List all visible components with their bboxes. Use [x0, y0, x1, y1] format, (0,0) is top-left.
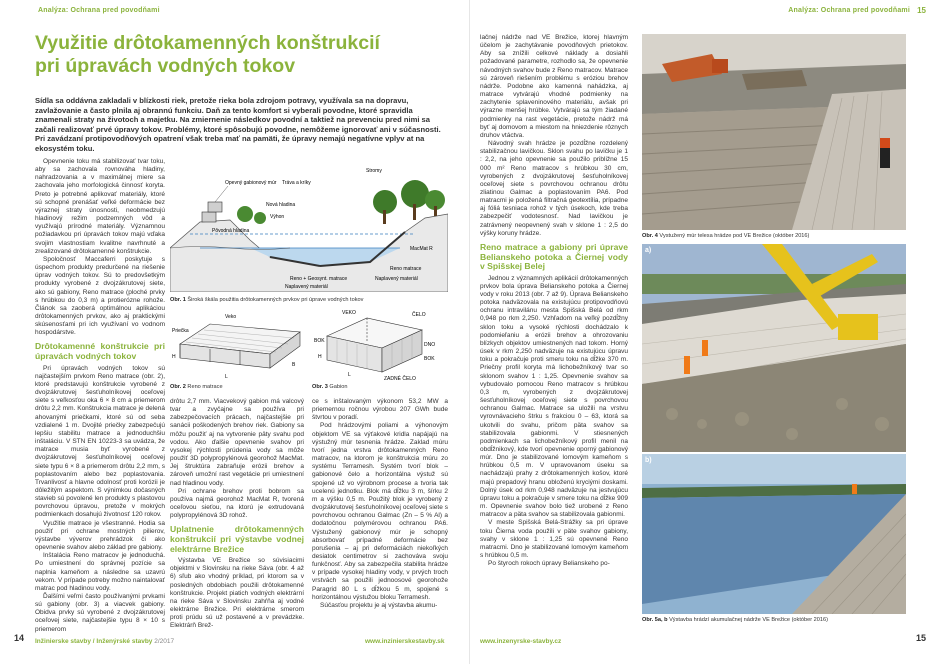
footer-url-right: www.inzenyrske-stavby.cz — [480, 638, 562, 645]
section-heading: Reno matrace a gabiony pri úprave Belianskeho potoka a Čiernej vody v Spišskej Belej — [480, 241, 628, 272]
fig2-label: B — [292, 362, 296, 368]
text-column-4 — [480, 34, 628, 568]
footer-url-left: www.inzinierskestavby.sk — [365, 638, 445, 645]
paragraph: Inštalácia Reno matracov je jednoduchá. Po umiestnení do správnej pozície sa naplnia kameňom a následne sa uzavrú vekom. V prípade potreby možno naintalovať matrac pod hladinou vody. — [35, 552, 165, 592]
fig1-label: Pôvodná hladina — [212, 228, 250, 234]
fig3-label: BOK — [424, 356, 435, 362]
fig2-label: L — [225, 374, 228, 380]
photo-5a-dam-construction — [642, 244, 906, 452]
figure-1-cross-section — [170, 162, 448, 292]
fig1-label: Reno matrace — [390, 266, 422, 272]
figure-2-reno-mattress — [170, 310, 308, 382]
paragraph: Výstavba VE Brežice so súvisiacimi objektmi v Slovinsku na rieke Sáva (obr. 4 až 6) sľub ako vhodný príklad, pri ktorom sa v posledných obdobiach použili drôtokamenné konštrukcie. Projekt piatich vodných elektrární na rieke Sáva v Slovinsku zahŕňa aj vodné elektrárne Brežice. Pri elektrárne smerom proti prúdu sú už postavené a v prevádzke. Elektrárň Brež- — [170, 557, 304, 630]
paragraph: Využitie matrace je všestranné. Hodia sa použiť pri ochrane mostných pilierov, výstavbe výverov prehrádzok či ako opevnenie svahov alebo základ pre gabiony. — [35, 519, 165, 552]
footer-magazine: Inžinierske stavby / Inženýrské stavby 2/2017 — [35, 638, 175, 645]
photo-4-reinforced-wall — [642, 34, 906, 230]
fig1-label: Opevný gabionový múr — [225, 180, 277, 186]
fig2-label: H — [172, 354, 176, 360]
fig3-label: ČELO — [412, 312, 426, 318]
figure-1-caption: Obr. 1 Široká škála použitia drôtokamenných prvkov pri úprave vodných tokov — [170, 297, 364, 303]
fig1-label: Naplavený materiál — [285, 284, 328, 290]
paragraph: Ďalšími veľmi často používanými prvkami sú gabiony (obr. 3) a viacvek gabiony. Obidva prvky sú vyrobené z dvojzákrutovej oceľovej siete, najčastejšie typu 8 × 10 s priemerom — [35, 593, 165, 633]
photo-5-caption: Obr. 5a, b Výstavba hrádzí akumulačnej nádrže VE Brežice (október 2016) — [642, 617, 828, 623]
text-column-3 — [312, 398, 448, 610]
page-number-right: 15 — [915, 633, 926, 643]
section-heading: Uplatnenie drôtokamenných konštrukcií pri výstavbe vodnej elektrárne Brežice — [170, 524, 304, 554]
fig1-label: Stromy — [366, 168, 382, 174]
fig1-label: Tráva a kríky — [282, 180, 311, 186]
fig1-label: Nová hladina — [266, 202, 296, 208]
section-heading: Drôtokamenné konštrukcie pri úpravách vodných tokov — [35, 341, 165, 362]
figure-3-caption: Obr. 3 Gabion — [312, 384, 348, 390]
figure-3-gabion — [312, 306, 448, 382]
photo-5b-reservoir — [642, 454, 906, 614]
paragraph: Po štyroch rokoch úpravy Belianskeho po- — [488, 560, 610, 568]
fig3-label: VEKO — [342, 310, 356, 316]
paragraph: drôtu 2,7 mm. Viacvekový gabion má valcový tvar a zvyčajne sa používa pri zabezpečovacích prácach, najčastejšie pri sanácii poškodených brehov riek. Gabiony sa môžu použiť aj na vytvorenie päty svahu pod vodou. Ako ďalšie opevnenie svahov pri vysokej rýchlosti prúdenia vody sa môže použiť 3D polypropylénová georohož MacMat. Jej štruktúra zabraňuje erózii brehov a zároveň umožní rast vegetácie pri umiestnení nad hladinou vody. — [170, 398, 304, 487]
paragraph: Návodný svah hrádze je pozdĺžne rozdelený stabilizačnou lavičkou. Sklon svahu po lavičku je 1 : 2,2, na jeho opevnenie sa použilo približne 15 000 m² Reno matracov s hrúbkou 30 cm, vyrobených z dvojzákrutovej šesťuholníkovej oceľovej siete s povrchovou ochranou drôtu zliatinou Galmac a poplastovaním PA6. Pod matracmi je položená filtračná geotextília, prípadne aj fóliá tesniaca rohož v tých úsekoch, kde treba zabezpečiť vodotesnosť. Nad lavičkou je zatrávnený neopevnený svah v sklone 1 : 2,5 do výšky koruny hrádze. — [480, 140, 628, 237]
article-title: Využitie drôtokamenných konštrukcií pri úpravách vodných tokov — [35, 32, 380, 77]
fig3-label: H — [318, 354, 322, 360]
running-head-left: Analýza: Ochrana pred povodňami — [38, 7, 160, 14]
fig1-label: Naplavený materiál — [375, 276, 418, 282]
text-column-2 — [170, 398, 304, 631]
photo-label-a: a) — [645, 247, 652, 254]
paragraph: Súčasťou projektu je aj výstavba akumu- — [320, 601, 438, 609]
fig3-label: BOK — [314, 338, 325, 344]
page-number-left: 14 — [14, 633, 25, 643]
fig2-label: Veko — [225, 314, 237, 320]
running-head-right: Analýza: Ochrana pred povodňami — [788, 7, 910, 14]
paragraph: V meste Spišská Belá-Strážky sa pri úprave toku Čierna voda použili v päte svahov gabiony, svahy v sklone 1 : 1,25 sú opevnené Reno matracmi. Dno je stabilizované lomovým kameňom s hrúbkou 0,5 m. — [480, 519, 628, 559]
fig1-label: Výhon — [270, 214, 285, 220]
paragraph: ce s inštalovaným výkonom 53,2 MW a priemernou ročnou výrobou 207 GWh bude štvrtou v poradí. — [312, 398, 448, 422]
text-column-1 — [35, 158, 165, 634]
fig1-label: Reno + Geosynt. matrace — [290, 276, 348, 282]
paragraph: Pri ochrane brehov proti bobrom sa používa najmä georohož MacMat R, tvorená oceľovou sieťou, na ktorú je extrudovaná polypropylénová 3D rohož. — [170, 487, 304, 520]
photo-label-b: b) — [645, 457, 652, 464]
page-15 — [470, 0, 940, 664]
fig3-label: ZADNÉ ČELO — [384, 376, 416, 382]
paragraph: Opevnenie toku má stabilizovať tvar toku, aby sa zachovala rovnováha hladiny, nahradzovania a v maximálnej miere sa zachovala jeho morfologická činnosť koryta. Preto je potrebné aplikovať materiály, ktoré sú schopné prenášať veľké deformácie bez výraznej straty únosnosti, neobmedzujú hladinový režim podzemných vôd a využívajú prírodné materiály. Významnou požiadavkou pri úpravách tokov majú vďaka svojim vlastnostiam kvalitne navrhnuté a zrealizované drôtokamenné konštrukcie. — [35, 158, 165, 255]
paragraph: lačnej nádrže nad VE Brežice, ktorej hlavným účelom je zachytávanie povodňových prietokov. Aby sa znížili celkové náklady a dosiahli požadované parametre, rozhodlo sa, že opevnenie návodných svahov bude z Reno matracov. Matrace sú zároveň riešením problému s eróziou brehov nádrže. Podobne ako kamenná nahádzka, aj matrace vytvárajú vhodné podmienky na zachytenie splaveninového materiálu, avšak pri výrazne menšej hrúbke. Vytvárajú sa tým žiadané podmienky na rast vegetácie, pretože nádrž má byť aj domovom a miestom na hniezdenie rôznych druhov vtáctva. — [480, 34, 628, 139]
fig3-label: DNO — [424, 342, 436, 348]
fig2-label: Priečka — [172, 328, 189, 334]
photo-4-caption: Obr. 4 Vystužený múr telesa hrádze pod VE Brežice (október 2016) — [642, 233, 810, 239]
paragraph: Pri úpravách vodných tokov sú najčastejším prvkom Reno matrace (obr. 2), ktoré predstavujú konštrukcie vyrobené z dvojzákrutovej šesťuholníkovej oceľovej siete s veľkosťou oka 6 × 8 cm a priemerom drôtu 2,2 mm. Konštrukcia matrace je delená ahovanými priečkami, ktoré sú od seba vzdialené 1 m. Dvojité priečky zabezpečujú lepšiu stabilitu matrace a jednoduchšiu inštaláciu. V STN EN 10223-3 sa uvádza, že matrace musia byť vyrobené z dvojzákrutovej šesťuholníkovej oceľovej siete typu 6 × 8 a priemerom drôtu 2,2 mm, s poplastovaním alebo bez poplastovania. Trvanlivosť a hlavne odolnosť proti korózii je dôležitým aspektom. S výnimkou dočasných stavieb sú povolené len produkty s plastovou povrchovou úpravou, pretože v mokrých podmienkach dosahujú životnosť 120 rokov. — [35, 364, 165, 519]
article-lead: Sídla sa oddávna zakladali v blízkosti riek, pretože rieka bola zdrojom potravy, využívala sa na dopravu, zavlažovanie a často plnila aj obrannú funkciu. Daň za tento komfort si vyberali povodne, ktoré spravidla znamenali straty na životoch a majetku. Na zmiernenie následkov povodní a taktiež na prevenciu pred nimi sa začali realizovať prvé úpravy tokov. Problémy, ktoré spôsobujú povodne, nemôžeme ignorovať ani v súčasnosti. Pri zavádzaní protipovodňových opatrení však treba mať na pamäti, že úpravy nemajú negatívne vplyv at na ekosystém toku. — [35, 96, 441, 153]
paragraph: Jednou z významných aplikácií drôtokamenných prvkov bola úprava Belianskeho potoka a Čiernej vody v roku 2013 (obr. 7 až 9). Úprava Belianskeho potoka nadväzovala na existujúcu protipovodňovú ochranu intravilánu mesta Spišská Belá od rkm 0,948 po rkm 2,250. Vzhľadom na veľký pozdĺžny sklon toku a vysoké rýchlosti dochádzalo k podomieľaniu a erózii brehov a ohrozovaniu blízkych objektov umiestnených nad tokom. Horný úsek v rkm 2,250 nadväzuje na existujúcu úpravu toku a pokračuje proti smeru toku na dĺžke 370 m. Priečny profil koryta má lichobežníkový tvar so sklonom svahov 1 : 1,25. Opevnenie svahov sa vybudovalo pomocou Reno matracov s hrúbkou 0,3 m, vyrobených z dvojzákrutovej šesťuholníkovej oceľovej siete s povrchovou ochranou Galmac. Matrace sa uložili na vrstvu vyrovnávacieho štrku s frakciou 0 – 63, ktorá sa ukotvili do svahu, pričom päta svahov sa stabilizovala gabionmi. V stiesnených podmienkach sa lichobežníkový profil menil na obdĺžnikový, kde tvorí opevnenie oporný gabionový múr. Dno je stabilizované lomovým kameňom s hrúbkou 0,5 m. V upravovanom úseku sa nachádzajú prahy z drôtokamenných košov, ktoré majú prepadový hranu obloženú kryciými doskami. Dolný úsek od rkm 0,948 nadväzuje na jestvujúcu úpravu toku a pokračuje v smere toku na dĺžke 909 m. Opevnenie svahov bolo tiež urobené z Reno matracov a päta svahov sa stabilizovala gabionmi. — [480, 274, 628, 519]
paragraph: Pod hrádzovými poliami a výhonovým objektom VE sa výťakové kridla napájajú na výstužný múr tesnenia hrádze. Zaklad múru tvorí jedna vrstva drôtokamenných Reno matracov, na ktorom je konštrukcia múru zo systému Terramesh. Systém tvorí blok – gabionové čelo a horizontálna výstuž sú spojené už vo výrobnom procese a tvoria tak ucelenú jednotku. Blok má dĺžku 3 m, šírku 2 m a výšku 0,5 m. Použitý blok je vyrobený z dvojzákrutovej šesťuholníkovej oceľovej siete s povrchovou ochranou Galmac (Zn – 5 % Al) a dodatočnou polymérovou ochranou PA6. Výstužený gabionový múr je schopný absorbovať prípadné deformácie bez porušenia – aj pri deformáciách niekoľkých desiatok centimetrov si zachováva svoju funkčnosť. Aby sa zabezpečila stabilita hrádze v prípade vysokej hladiny vody, v prvých troch vrstvách sa použili jednoosové georohože Paragrid 80 L s dĺžkou 5 m, spojené s horizontálnou výstužou bloku Terramesh. — [312, 422, 448, 601]
paragraph: Spoločnosť Maccaferri poskytuje s úspechom produkty predurčené na riešenie úprav vodných tokov. Sú to predovšetkým produkty vyrobené z dvojzákrutovej siete, ako sú gabiony, Reno matrace (ploché prvky s hrúbkou do 0,3 m) a protierózne rohože. Článok sa zaoberá optimálnou aplikáciou drôtokamenných prvkov, ako aj praktickými skúsenosťami pri ich využívaní vo vodnom hospodárstve. — [35, 255, 165, 337]
page-badge: 15 — [917, 6, 926, 15]
fig1-label: MacMat R — [410, 246, 433, 252]
figure-2-caption: Obr. 2 Reno matrace — [170, 384, 223, 390]
fig3-label: L — [348, 372, 351, 378]
